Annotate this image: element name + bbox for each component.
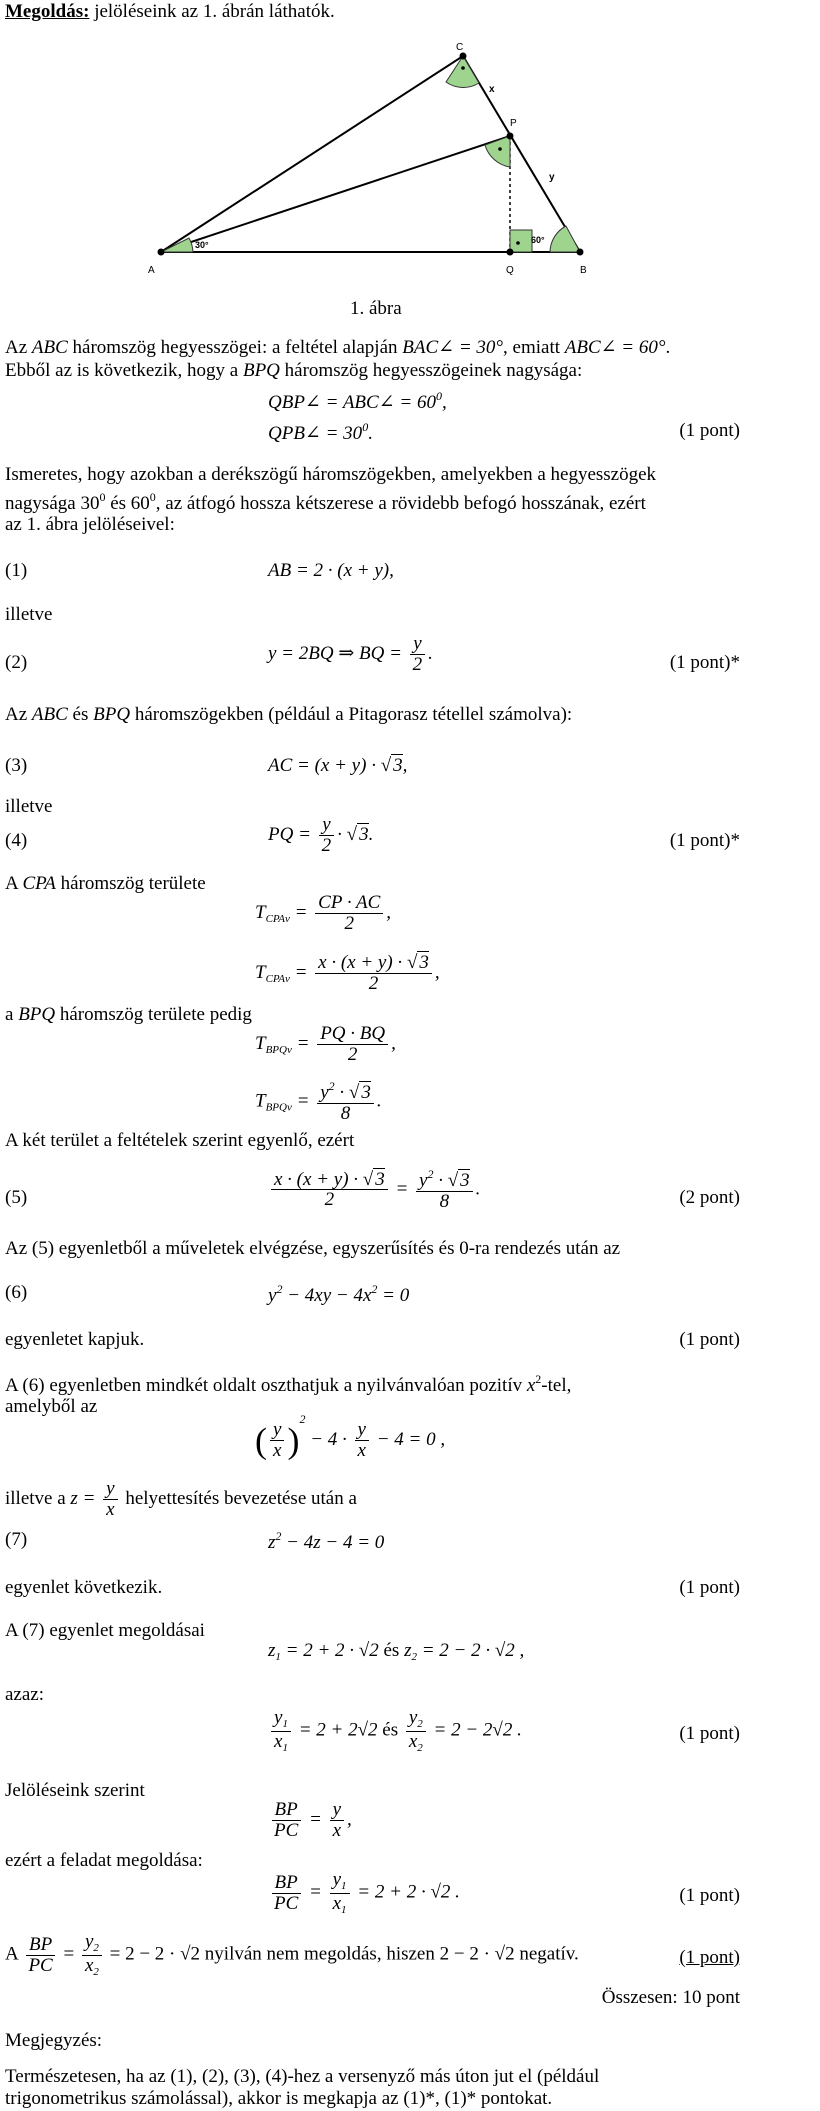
paragraph-pythagoras: Az ABC és BPQ háromszögekben (például a Pitagorasz tétellel számolva):: [5, 704, 573, 725]
angle-c-marker: [446, 56, 479, 87]
points-1b: (1 pont)*: [669, 652, 740, 673]
eq-bp-pc: $\frac{BP}{PC}$ = $\frac{y}{x}$ ,: [268, 1800, 352, 1841]
eq-2: y = 2BQ ⇒ BQ = $\frac{y}{2}$ .: [268, 633, 433, 675]
eq-num-1: (1): [5, 560, 28, 581]
heading: [5, 0, 335, 24]
paragraph-we-get: egyenletet kapjuk.: [5, 1329, 145, 1350]
eq-yx-solutions: $\frac{y_1}{x_1}$ = 2 + 2√2 és $\frac{y_2}{x_2}$ = 2 − 2√2 .: [268, 1708, 522, 1754]
note-title: Megjegyzés:: [5, 2030, 103, 2051]
points-1c: (1 pont)*: [669, 830, 740, 851]
eq-3: AC = (x + y) · √ 3,: [268, 755, 408, 776]
point-c: [460, 53, 467, 60]
label-c: C: [456, 42, 464, 53]
paragraph-not-solution: A $\frac{BP}{PC}$ = $\frac{y_2}{x_2}$ = 2 − 2 · √2 nyilván nem megoldás, hiszen 2 − 2 · √2 negatív.: [5, 1931, 579, 1978]
label-q: Q: [506, 265, 514, 276]
eq-num-4: (4): [5, 830, 28, 851]
label-p: P: [510, 118, 517, 129]
heading-text: jelöléseink az 1. ábrán láthatók.: [89, 1, 335, 22]
label-y: y: [549, 172, 555, 183]
paragraph-follows: egyenlet következik.: [5, 1577, 163, 1598]
paragraph-notation: Jelöléseink szerint: [5, 1780, 145, 1801]
eq-num-6: (6): [5, 1282, 28, 1303]
paragraph-solutions: A (7) egyenlet megoldásai: [5, 1620, 205, 1641]
eq-solution: $\frac{BP}{PC}$ = $\frac{y_1}{x_1}$ = 2 + 2 · √2 .: [268, 1870, 460, 1916]
eq-qbp: QBP∠ = ABC∠ = $60^0$,: [268, 389, 447, 413]
paragraph-known-line1: Ismeretes, hogy azokban a derékszögű háromszögekben, amelyekben a hegyesszögek: [5, 464, 657, 485]
label-a: A: [148, 265, 155, 276]
paragraph-known-line3: az 1. ábra jelöléseivel:: [5, 514, 175, 535]
eq-z-solutions: $z_1 = 2 + 2 \cdot √2$ és $z_2 = 2 - 2 \cdot √2$ ,: [268, 1640, 525, 1663]
paragraph-bpq-area: a BPQ háromszög területe pedig: [5, 1004, 252, 1025]
eq-t-bpq-1: $T_{BPQv}$ = $\frac{PQ \cdot BQ}{2}$ ,: [255, 1023, 396, 1065]
segment-ap: [161, 136, 510, 252]
paragraph-cpa: A CPA háromszög területe: [5, 873, 206, 894]
points-1e: (1 pont): [679, 1577, 740, 1598]
heading-label: Megoldás:: [5, 1, 90, 22]
angle-c-dot: [461, 66, 465, 70]
angle-p-marker: [485, 136, 510, 167]
figure-caption: 1. ábra: [350, 298, 402, 319]
triangle-figure: [140, 40, 610, 290]
eq-num-3: (3): [5, 755, 28, 776]
eq-6: $y^2 - 4xy - 4x^2 = 0$: [268, 1282, 410, 1306]
paragraph-from-which: amelyből az: [5, 1396, 98, 1417]
paragraph-substitution: illetve a z = $\frac{y}{x}$ helyettesítés bevezetése után a: [5, 1478, 357, 1520]
point-q: [507, 249, 514, 256]
paragraph-that-is: azaz:: [5, 1684, 45, 1705]
angle-p-dot: [498, 147, 502, 151]
right-angle-q-marker: [510, 230, 532, 252]
eq-7: $z^2 - 4z - 4 = 0$: [268, 1529, 385, 1553]
eq-y-over-x: ( $\frac{y}{x}$ )$^2$ − 4 · $\frac{y}{x}$ − 4 = 0 ,: [255, 1412, 446, 1462]
eq-t-cpa-1: $T_{CPAv}$ = $\frac{CP \cdot AC}{2}$ ,: [255, 892, 392, 934]
point-b: [577, 249, 584, 256]
label-x: x: [489, 84, 495, 95]
label-b: B: [580, 265, 587, 276]
points-1g: (1 pont): [679, 1885, 740, 1906]
point-a: [158, 249, 165, 256]
eq-num-2: (2): [5, 652, 28, 673]
note-line2: trigonometrikus számolással), akkor is megkapja az (1)*, (1)* pontokat.: [5, 2088, 553, 2109]
total-points: Összesen: 10 pont: [601, 1987, 740, 2008]
eq-4: PQ = $\frac{y}{2}$ · √ 3.: [268, 814, 374, 856]
paragraph-simplify: Az (5) egyenletből a műveletek elvégzése, egyszerűsítés és 0-ra rendezés után az: [5, 1238, 621, 1259]
illetve-1: illetve: [5, 604, 53, 625]
angle-a-marker: [161, 238, 193, 252]
eq-num-5: (5): [5, 1187, 28, 1208]
eq-1: AB = 2 · (x + y),: [268, 560, 394, 581]
points-2: (2 pont): [679, 1187, 740, 1208]
paragraph-solution: ezért a feladat megoldása:: [5, 1850, 203, 1871]
eq-num-7: (7): [5, 1529, 28, 1550]
angle-b-label: 60°: [531, 235, 545, 245]
illetve-2: illetve: [5, 796, 53, 817]
paragraph-equal-areas: A két terület a feltételek szerint egyenlő, ezért: [5, 1130, 355, 1151]
angle-b-marker: [550, 226, 580, 252]
eq-5: $\frac{x \cdot (x + y) \cdot √ 3}{2}$ = $\frac{y^2 \cdot √ 3}{8}$ .: [268, 1168, 480, 1212]
paragraph-known-line2: nagysága $30^0$ és $60^0$, az átfogó hossza kétszerese a rövidebb befogó hosszának, ezért: [5, 490, 646, 514]
angle-a-label: 30°: [195, 240, 209, 250]
note-line1: Természetesen, ha az (1), (2), (3), (4)-hez a versenyző más úton jut el (például: [5, 2066, 600, 2087]
paragraph-divide: A (6) egyenletben mindkét oldalt oszthatjuk a nyilvánvalóan pozitív $x^2$-tel,: [5, 1372, 572, 1396]
paragraph-angles: Az ABC háromszög hegyesszögei: a feltétel alapján BAC∠ = 30°, emiatt ABC∠ = 60°.: [5, 337, 671, 358]
eq-t-cpa-2: $T_{CPAv}$ = $\frac{x \cdot (x + y) \cdot √ 3}{2}$ ,: [255, 952, 440, 994]
points-1f: (1 pont): [679, 1723, 740, 1744]
angle-q-dot: [516, 241, 520, 245]
points-1h: (1 pont): [679, 1947, 740, 1968]
eq-qpb: QPB∠ = $30^0$.: [268, 420, 373, 444]
points-1d: (1 pont): [679, 1329, 740, 1350]
points-1a: (1 pont): [679, 420, 740, 441]
paragraph-bpq: Ebből az is következik, hogy a BPQ háromszög hegyesszögeinek nagysága:: [5, 360, 583, 381]
point-p: [507, 133, 514, 140]
triangle-abc: [161, 56, 580, 252]
eq-t-bpq-2: $T_{BPQv}$ = $\frac{y^2 \cdot √ 3}{8}$ .: [255, 1079, 382, 1124]
